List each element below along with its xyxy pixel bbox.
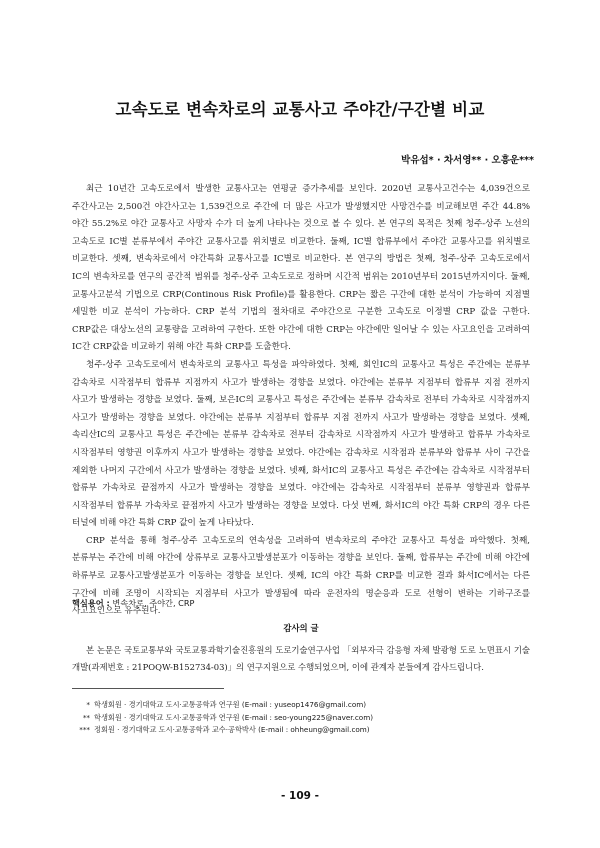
paper-title: 고속도로 변속차로의 교통사고 주야간/구간별 비교 xyxy=(115,100,485,119)
acknowledgment-title: 감사의 글 xyxy=(283,623,319,633)
keywords-label: 핵심용어 : xyxy=(72,598,110,608)
footnote-divider xyxy=(72,688,224,689)
footnote-item xyxy=(72,712,530,725)
footnote-text: 학생회원 · 경기대학교 도시·교통공학과 연구원 (E-mail : seo-young225@naver.com) xyxy=(94,712,374,722)
footnotes xyxy=(72,699,530,737)
footnote-text: 학생회원 · 경기대학교 도시·교통공학과 연구원 (E-mail : yuseop1476@gmail.com) xyxy=(94,700,367,709)
author-line: 박유섭* · 차서영** · 오흥운*** xyxy=(401,155,534,166)
footnote-mark: *** xyxy=(79,725,90,735)
abstract-paragraph: CRP 분석을 통해 청주-상주 고속도로의 연속성을 고려하여 변속차로의 주야간 교통사고 특성을 파악했다. 첫째, 분류부는 주간에 비해 야간에 상류부로 교통사고발생분포가 이동하는 경향을 보인다. 둘째, 합류부는 주간에 비해 야간에 하류부로 교통사고발생분포가 이동하는 경향을 보인다. 셋째, IC의 야간 특화 CRP를 비교한 결과 화서IC에서는 다른 구간에 비해 조명이 시작되는 지점부터 사고가 발생됨에 따라 운전자의 명순응과 도로 선형이 변하는 기하구조를 사고요인으로 유추된다. xyxy=(72,535,530,617)
acknowledgment-text: 본 논문은 국토교통부와 국토교통과학기술진흥원의 도로기술연구사업 「외부자극 감응형 자체 발광형 도로 노면표시 기술 개발(과제번호 : 21POQW-B152734-03)」의 연구지원으로 수행되었으며, 이에 관계자 분들에게 감사드립니다. xyxy=(72,645,530,673)
page-number: - 109 - xyxy=(281,790,319,802)
keywords-text: 변속차로, 주야간, CRP xyxy=(112,598,195,608)
abstract-paragraph: 최근 10년간 고속도로에서 발생한 교통사고는 연평균 증가추세를 보인다. 2020년 교통사고건수는 4,039건으로 주간사고는 2,500건 야간사고는 1,539건으로 주간에 더 많은 사고가 발생했지만 사망건수를 비교해보면 주간 44.8% 야간 55.2%로 야간 교통사고 사망자 수가 더 높게 나타나는 것으로 볼 수 있다. 본 연구의 목적은 첫째 청주-상주 노선의 고속도로 IC별 분류부에서 주야간 교통사고를 위치별로 비교한다. 둘째, IC별 합류부에서 주야간 교통사고를 위치별로 비교한다. 셋째, 변속차로에서 야간특화 교통사고를 IC별로 비교한다. 본 연구의 방법은 첫째, 청주-상주 고속도로에서 IC의 변속차로를 연구의 공간적 범위를 청주-상주 고속도로로 정하며 시간적 범위는 2010년부터 2015년까지이다. 둘째, 교통사고분석 기법으로 CRP(Continous Risk Profile)를 활용한다. CRP는 짧은 구간에 대한 분석이 가능하여 지점별 세밀한 비교 분석이 가능하다. CRP 분석 기법의 절차대로 주야간으로 구분한 고속도로 이정별 CRP 값을 구한다. CRP값은 대상노선의 교통량을 고려하여 구한다. 또한 야간에 대한 CRP는 야간에만 일어날 수 있는 사고요인을 고려하여 IC간 CRP값을 비교하기 위해 야간 특화 CRP를 도출한다. xyxy=(72,184,530,353)
footnote-item xyxy=(72,699,530,712)
footnote-mark: ** xyxy=(82,712,90,722)
footnote-mark: * xyxy=(86,700,90,709)
footnote-text: 정회원 · 경기대학교 도시·교통공학과 교수·공학박사 (E-mail : ohheung@gmail.com) xyxy=(94,725,370,735)
acknowledgment-body xyxy=(72,642,530,677)
abstract-paragraph: 청주-상주 고속도로에서 변속차로의 교통사고 특성을 파악하였다. 첫째, 회인IC의 교통사고 특성은 주간에는 분류부 감속차로 시작점부터 합류부 지점까지 사고가 발생하는 경향을 보였다. 야간에는 분류부 지점부터 합류부 지점 전까지 사고가 발생하는 경향을 보였다. 둘째, 보은IC의 교통사고 특성은 주간에는 분류부 감속차로 전부터 가속차로 시작점까지 사고가 발생하는 경향을 보였다. 야간에는 분류부 지점부터 합류부 지점 전까지 사고가 발생하는 경향을 보였다. 셋째, 속리산IC의 교통사고 특성은 주간에는 분류부 감속차로 전부터 감속차로 시작점까지 사고가 발생하고 합류부 가속차로 시작점부터 영향권 이후까지 사고가 발생하는 경향을 보였다. 야간에는 감속차로 시작점과 분류부와 합류부 사이 구간을 제외한 나머지 구간에서 사고가 발생하는 경향을 보였다. 넷째, 화서IC의 교통사고 특성은 주간에는 감속차로 시작점부터 합류부 가속차로 끝점까지 사고가 발생하는 경향을 보였다. 야간에는 감속차로 시작점부터 분류부 영향권과 합류부 시작점부터 합류부 가속차로 끝점까지 사고가 발생하는 경향을 보였다. 다섯 번째, 화서IC의 야간 특화 CRP의 경우 다른 터널에 비해 야간 특화 CRP 값이 높게 나타났다. xyxy=(72,359,530,529)
abstract xyxy=(72,181,530,621)
footnote-item xyxy=(72,724,530,737)
keywords xyxy=(72,598,530,609)
